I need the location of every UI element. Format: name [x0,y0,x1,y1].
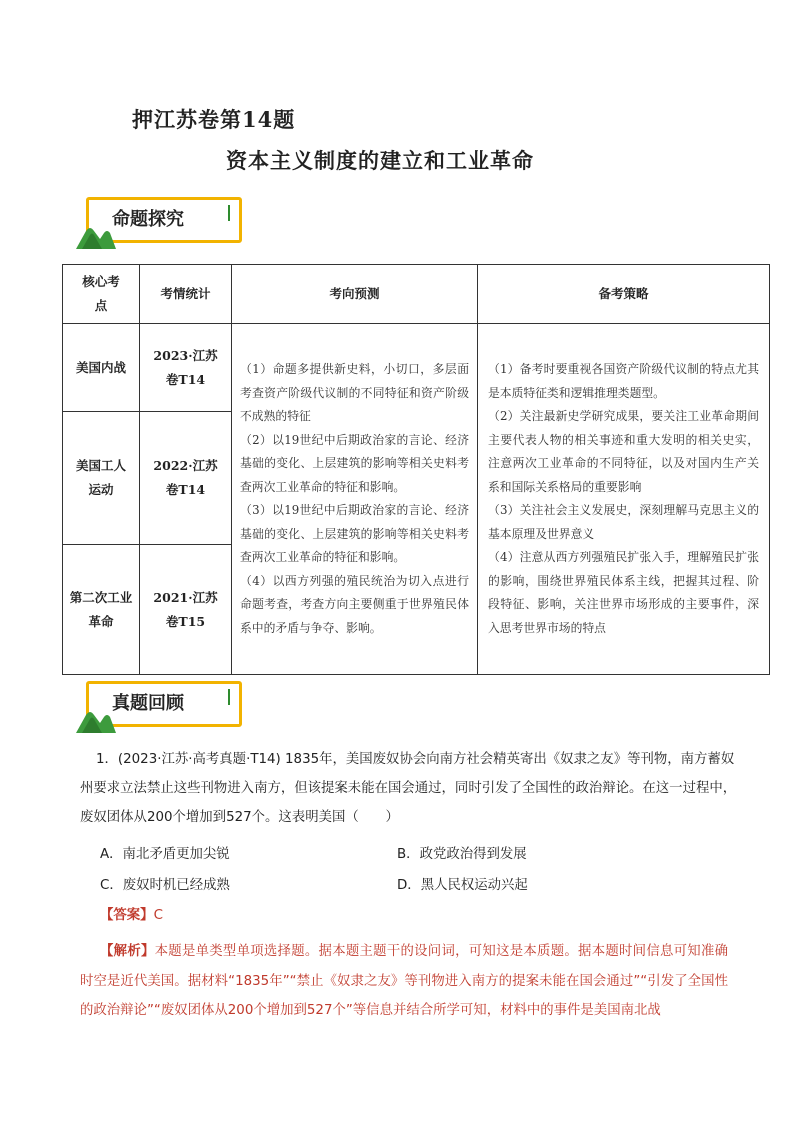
mountain-icon [76,699,116,733]
option-c: C．废奴时机已经成熟 [100,878,230,893]
strategy-item: （3）关注社会主义发展史，深刻理解马克思主义的基本原理及世界意义 [488,503,759,541]
question-stem: 1．(2023·江苏·高考真题·T14) 1835年，美国废奴协会向南方社会精英寄出《奴隶之友》等刊物，南方蓄奴州要求立法禁止这些刊物进入南方，但该提案未能在国会通过，同时引发了全国性的政治辩论。在这一过程中，废奴团体从200个增加到527个。这表明美国（ ） [80,752,737,825]
stat-cell: 2023·江苏卷T14 [140,324,232,412]
option-a: A．南北矛盾更加尖锐 [100,847,230,862]
core-point-cell: 第二次工业革命 [63,545,140,675]
forecast-item: （4）以西方列强的殖民统治为切入点进行命题考查，考查方向主要侧重于世界殖民体系中的矛盾与争夺、影响。 [240,573,469,635]
forecast-item: （2）以19世纪中后期政治家的言论、经济基础的变化、上层建筑的影响等相关史料考查两次工业革命的特征和影响。 [240,432,469,494]
title-line2: 资本主义制度的建立和工业革命 [226,148,534,173]
header-stat: 考情统计 [140,265,232,324]
strategy-item: （4）注意从西方列强殖民扩张入手，理解殖民扩张的影响，围绕世界殖民体系主线，把握其过程、阶段特征、影响，关注世界市场形成的主要事件，深入思考世界市场的特点 [488,550,759,635]
title-line1: 押江苏卷第14题 [132,107,296,132]
answer-line [100,904,163,923]
explanation [80,937,728,1026]
mountain-icon [76,215,116,249]
header-forecast: 考向预测 [232,265,478,324]
exam-analysis-table [62,264,770,675]
section-label: 真题回顾 [112,693,184,714]
section-header-review [76,681,246,733]
section-label: 命题探究 [112,209,184,230]
forecast-cell [232,324,478,675]
forecast-item: （3）以19世纪中后期政治家的言论、经济基础的变化、上层建筑的影响等相关史料考查两次工业革命的特征和影响。 [240,503,469,564]
header-core-point: 核心考点 [63,265,140,324]
stat-cell: 2021·江苏卷T15 [140,545,232,675]
section-header-proposition [76,197,246,249]
explanation-label: 【解析】 [100,944,155,959]
core-point-cell: 美国内战 [63,324,140,412]
section-accent-bar [228,689,230,705]
strategy-item: （2）关注最新史学研究成果，要关注工业革命期间主要代表人物的相关事迹和重大发明的相关史实，注意两次工业革命的不同特征，以及对国内生产关系和国际关系格局的重要影响 [488,409,759,494]
option-d: D．黑人民权运动兴起 [397,878,528,893]
stat-cell: 2022·江苏卷T14 [140,412,232,545]
explanation-text: 本题是单类型单项选择题。据本题主题干的设问词，可知这是本质题。据本题时间信息可知准确时空是近代美国。据材料“1835年”“禁止《奴隶之友》等刊物进入南方的提案未能在国会通过”“引发了全国性的政治辩论”“废奴团体从200个增加到527个”等信息并结合所学可知，材料中的事件是美国南北战 [80,944,729,1018]
strategy-cell [478,324,770,675]
answer-value: C [153,908,163,923]
answer-label: 【答案】 [100,908,154,923]
option-b: B．政党政治得到发展 [397,847,527,862]
forecast-item: （1）命题多提供新史料，小切口，多层面考查资产阶级代议制的不同特征和资产阶级不成熟的特征 [240,362,469,423]
section-accent-bar [228,205,230,221]
core-point-cell: 美国工人运动 [63,412,140,545]
header-strategy: 备考策略 [478,265,770,324]
strategy-item: （1）备考时要重视各国资产阶级代议制的特点尤其是本质特征类和逻辑推理类题型。 [488,362,759,400]
